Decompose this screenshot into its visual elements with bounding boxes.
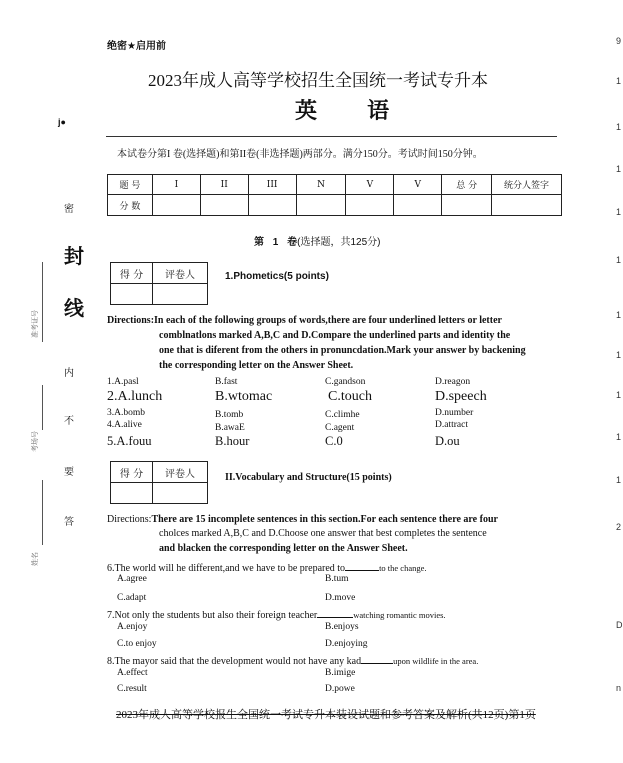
- score-cell[interactable]: [346, 195, 394, 216]
- score-header-cell: 统分人签字: [492, 175, 562, 195]
- directions-lead: Directions:: [107, 315, 155, 326]
- grader-score-cell[interactable]: [111, 483, 153, 504]
- score-cell[interactable]: [394, 195, 442, 216]
- section1-title: 1.Phometics(5 points): [225, 271, 329, 282]
- question-stem-text: upon wildlife in the area.: [393, 656, 479, 666]
- choice-d[interactable]: D.powe: [325, 684, 355, 694]
- phonetics-option: B.awaE: [215, 423, 245, 433]
- margin-char-bu: 不: [64, 416, 74, 427]
- phonetics-option: C.touch: [328, 389, 372, 404]
- score-header-cell: III: [248, 175, 296, 195]
- right-edge-char: 1: [616, 207, 622, 217]
- grader-label: 评卷人: [153, 263, 208, 284]
- room-label: 考场号: [31, 431, 39, 452]
- phonetics-option: 3.A.bomb: [107, 408, 145, 418]
- choice-a[interactable]: A.agree: [117, 574, 147, 584]
- phonetics-option: C.0: [325, 434, 343, 448]
- question-stem-text: 8.The mayor said that the development would not have any kad: [107, 656, 362, 667]
- exam-id-label: 准考证号: [31, 310, 39, 338]
- phonetics-option: 2.A.lunch: [107, 389, 163, 404]
- directions-line: In each of the following groups of words,there are four underlined letters or letter: [154, 315, 502, 326]
- right-edge-char: 1: [616, 475, 622, 485]
- choice-d[interactable]: D.enjoying: [325, 639, 368, 649]
- right-edge-char: 1: [616, 310, 622, 320]
- grader-sign-cell[interactable]: [153, 284, 208, 305]
- grader-sign-cell[interactable]: [153, 483, 208, 504]
- choice-b[interactable]: B.enjoys: [325, 622, 359, 632]
- choice-b[interactable]: B.tum: [325, 574, 349, 584]
- score-header-cell: 题 号: [108, 175, 153, 195]
- score-cell[interactable]: [492, 195, 562, 216]
- right-edge-char: 9: [616, 36, 622, 46]
- margin-char-mi: 密: [64, 204, 74, 215]
- margin-char-feng: 封: [64, 244, 84, 268]
- directions-line: comblnatlons marked A,B,C and D.Compare the underlined parts and identity the: [159, 330, 511, 341]
- confidential-label: 绝密★启用前: [107, 41, 166, 52]
- margin-char-nei: 内: [64, 368, 74, 379]
- question-stem-text: watching romantic movies.: [353, 610, 446, 620]
- margin-char-da: 答: [64, 517, 74, 528]
- right-edge-char: 1: [616, 350, 622, 360]
- margin-mark: j●: [58, 117, 66, 127]
- phonetics-option: 5.A.fouu: [107, 434, 152, 448]
- score-cell[interactable]: [296, 195, 346, 216]
- choice-c[interactable]: C.to enjoy: [117, 639, 157, 649]
- grader-label: 评卷人: [153, 462, 208, 483]
- score-header-cell: N: [296, 175, 346, 195]
- header-rule: [106, 136, 557, 137]
- question-stem-text: 7.Not only the students but also their foreign teacher: [107, 610, 318, 621]
- score-cell[interactable]: [152, 195, 200, 216]
- question-stem-text: to the change.: [379, 563, 427, 573]
- directions-line: cholces marked A,B,C and D.Choose one answer that best completes the sentence: [159, 528, 487, 539]
- section1-directions: [107, 315, 502, 326]
- score-header-cell: I: [152, 175, 200, 195]
- choice-a[interactable]: A.enjoy: [117, 622, 148, 632]
- margin-line-1: [42, 262, 43, 342]
- phonetics-option: D.reagon: [435, 377, 471, 387]
- right-edge-char: 1: [616, 255, 622, 265]
- phonetics-option: 4.A.alive: [107, 420, 142, 430]
- grader-score-label: 得 分: [111, 462, 153, 483]
- margin-line-2: [42, 385, 43, 430]
- choice-b[interactable]: B.imige: [325, 668, 356, 678]
- choice-a[interactable]: A.effect: [117, 668, 148, 678]
- phonetics-option: D.number: [435, 408, 474, 418]
- score-cell[interactable]: [442, 195, 492, 216]
- directions-line: and blacken the corresponding letter on the Answer Sheet.: [159, 543, 408, 554]
- phonetics-option: D.speech: [435, 389, 487, 404]
- margin-char-xian: 线: [64, 296, 84, 320]
- right-edge-char: n: [616, 683, 622, 693]
- margin-char-yao: 要: [64, 467, 74, 478]
- phonetics-option: C.climhe: [325, 410, 360, 420]
- volume-note: (选择题，共125分): [297, 237, 381, 248]
- phonetics-option: B.hour: [215, 434, 250, 448]
- phonetics-option: D.attract: [435, 420, 468, 430]
- phonetics-option: B.tomb: [215, 410, 244, 420]
- question-8-stem: [107, 655, 478, 667]
- right-edge-char: 1: [616, 432, 622, 442]
- score-header-cell: II: [200, 175, 248, 195]
- grader-box-2: [110, 461, 208, 504]
- score-table: [107, 174, 562, 216]
- right-edge-char: 1: [616, 122, 622, 132]
- right-edge-char: D: [616, 620, 623, 630]
- right-edge-char: 1: [616, 390, 622, 400]
- choice-c[interactable]: C.adapt: [117, 593, 147, 603]
- subject-title: 英 语: [295, 98, 412, 123]
- answer-blank[interactable]: [345, 562, 379, 571]
- score-cell[interactable]: [200, 195, 248, 216]
- grader-box-1: [110, 262, 208, 305]
- directions-line: There are 15 incomplete sentences in this section.For each sentence there are four: [151, 514, 498, 525]
- volume-label: 第 1 卷: [254, 237, 298, 248]
- answer-blank[interactable]: [361, 655, 393, 664]
- choice-d[interactable]: D.move: [325, 593, 356, 603]
- phonetics-option: D.ou: [435, 434, 460, 448]
- score-cell[interactable]: [248, 195, 296, 216]
- name-label: 姓名: [31, 552, 39, 566]
- grader-score-label: 得 分: [111, 263, 153, 284]
- phonetics-option: 1.A.pasl: [107, 377, 139, 387]
- exam-title: 2023年成人高等学校招生全国统一考试专升本: [148, 71, 488, 90]
- directions-line: the corresponding letter on the Answer Sheet.: [159, 360, 354, 371]
- score-header-cell: 总 分: [442, 175, 492, 195]
- directions-lead: Directions:: [107, 514, 152, 525]
- choice-c[interactable]: C.result: [117, 684, 147, 694]
- answer-blank[interactable]: [317, 609, 353, 618]
- question-stem-text: 6.The world will he different,and we have to be prepared to: [107, 563, 346, 574]
- margin-line-3: [42, 480, 43, 545]
- section2-directions: [107, 514, 498, 525]
- right-edge-char: 1: [616, 164, 622, 174]
- question-7-stem: [107, 609, 446, 621]
- phonetics-option: B.fast: [215, 377, 238, 387]
- score-row-label: 分 数: [108, 195, 153, 216]
- page-footer: 2023年成人高等学校报生全国统一考试专升本装设试题和参考答案及解析(共12页)第1页: [116, 709, 536, 721]
- score-header-cell: V: [394, 175, 442, 195]
- right-edge-char: 1: [616, 76, 622, 86]
- phonetics-option: C.agent: [325, 423, 355, 433]
- directions-line: one that is diferent from the others in pronuncdation.Mark your answer by backening: [159, 345, 526, 356]
- score-header-cell: V: [346, 175, 394, 195]
- volume-heading: [254, 233, 380, 248]
- section2-title: II.Vocabulary and Structure(15 points): [225, 472, 392, 483]
- phonetics-option: C.gandson: [325, 377, 366, 387]
- question-6-stem: [107, 562, 427, 574]
- exam-instructions: 本试卷分第I 卷(选择题)和第II卷(非选择题)两部分。满分150分。考试时间150分钟。: [117, 149, 483, 160]
- phonetics-option: B.wtomac: [215, 389, 273, 404]
- right-edge-char: 2: [616, 522, 622, 532]
- grader-score-cell[interactable]: [111, 284, 153, 305]
